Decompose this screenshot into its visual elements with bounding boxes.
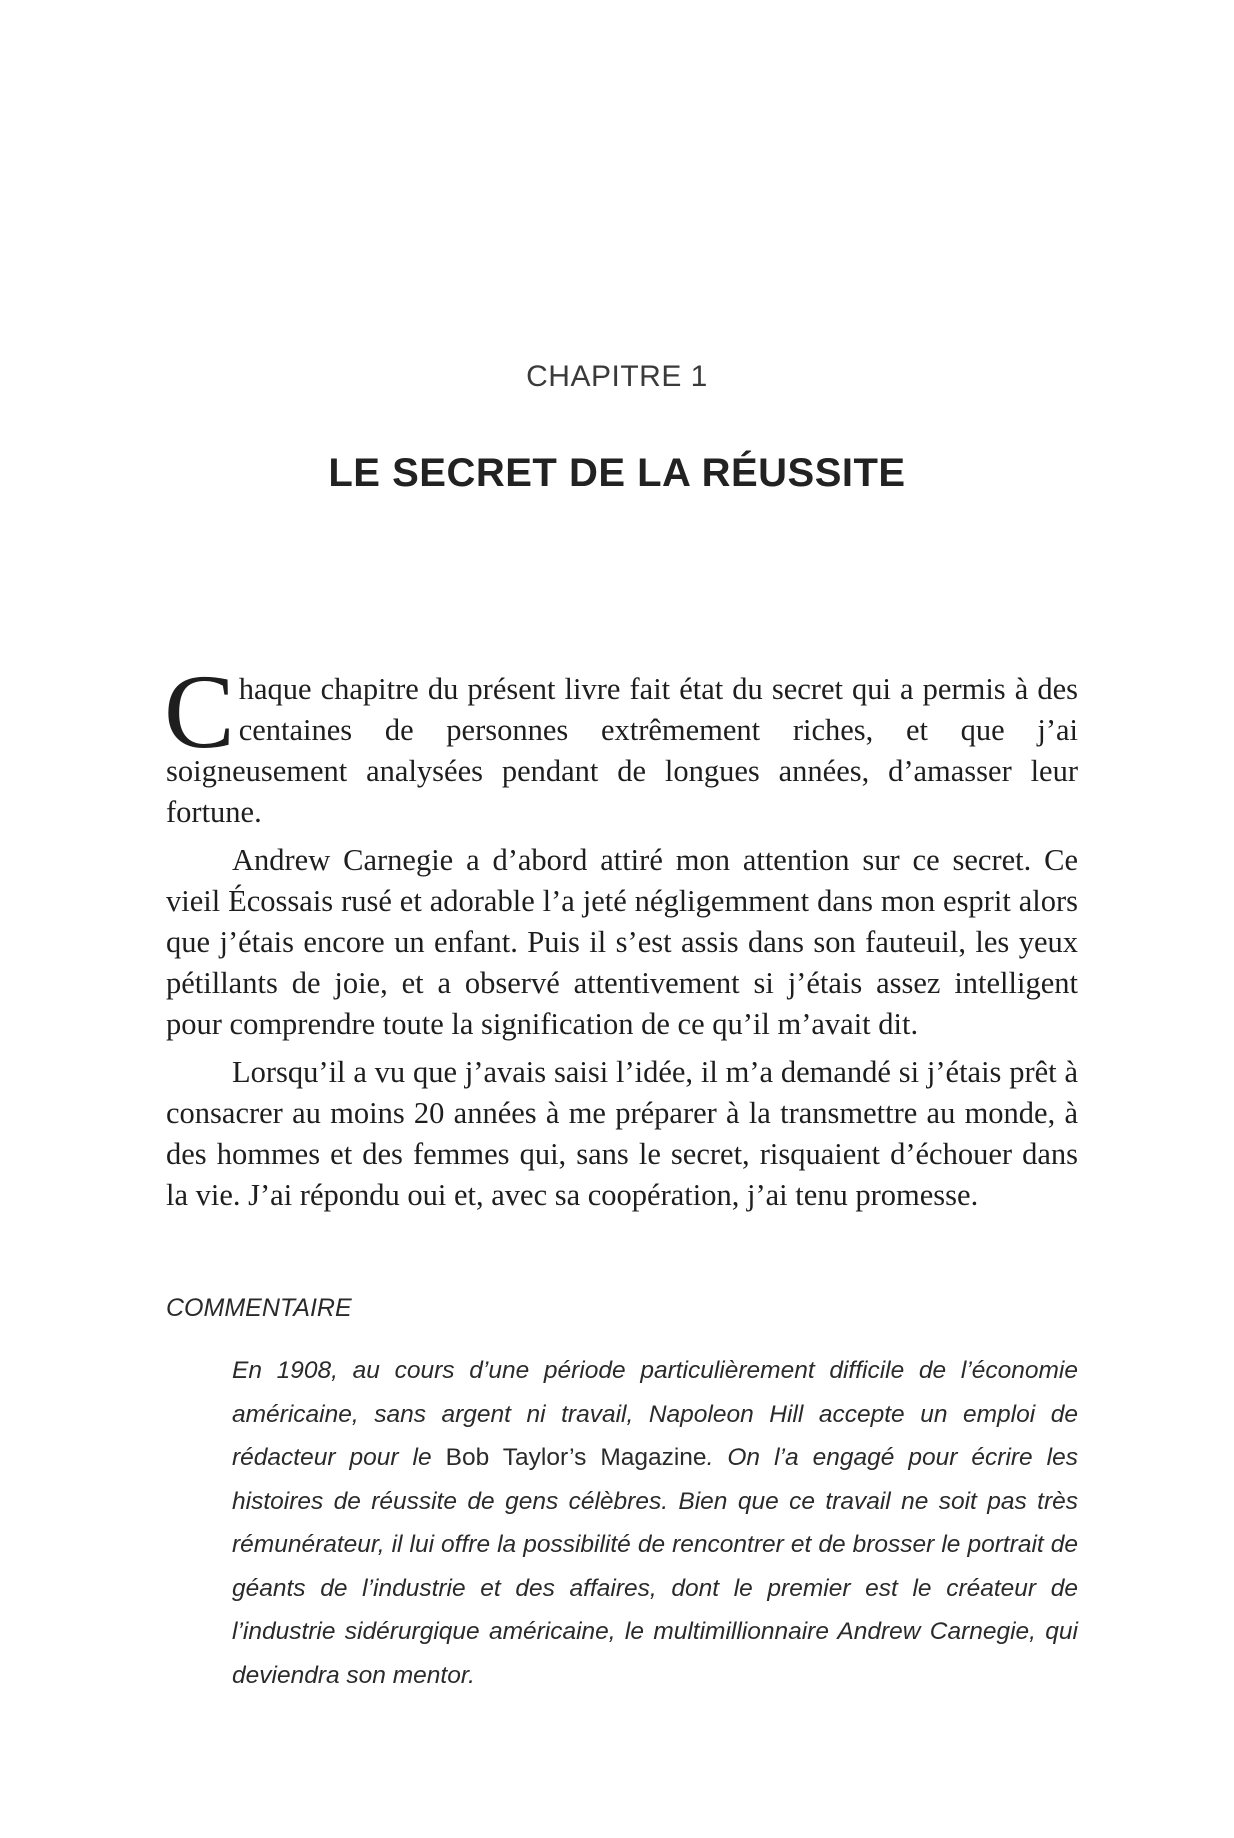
chapter-title: LE SECRET DE LA RÉUSSITE	[328, 451, 906, 495]
body-text	[164, 653, 1078, 1223]
paragraph-3: Lorsqu’il a vu que j’avais saisi l’idée, il m’a demandé si j’étais prêt à consacrer au moins 20 années à me préparer à la transmettre au monde, à des hommes et des femmes qui, sans le secret, risquaient d’échouer dans la vie. J’ai répondu oui et, avec sa coopération, j’ai tenu promesse.	[166, 1055, 1078, 1212]
dropcap-letter: C	[164, 653, 235, 770]
commentary-heading: COMMENTAIRE	[166, 1294, 352, 1322]
commentary-text	[232, 1349, 1078, 1697]
magazine-title: Bob Taylor’s Magazine	[445, 1444, 707, 1471]
chapter-label: CHAPITRE 1	[526, 360, 708, 393]
paragraph-1-text: haque chapitre du présent livre fait état du secret qui a permis à des centaines de personnes extrêmement riches, et que j’ai soigneusement analysées pendant de longues années, d’amasser leur fortune.	[166, 672, 1078, 829]
paragraph-1	[164, 653, 1078, 833]
commentary-text-part-2: . On l’a engagé pour écrire les histoires de réussite de gens célèbres. Bien que ce travail ne soit pas très rémunérateur, il lui offre la possibilité de rencontrer et de brosser le portrait de géants de l’industrie et des affaires, dont le premier est le créateur de l’industrie sidérurgique américaine, le multimillionnaire Andrew Carnegie, qui deviendra son mentor.	[232, 1444, 1078, 1689]
paragraph-2: Andrew Carnegie a d’abord attiré mon attention sur ce secret. Ce vieil Écossais rusé et adorable l’a jeté négligemment dans mon esprit alors que j’étais encore un enfant. Puis il s’est assis dans son fauteuil, les yeux pétillants de joie, et a observé attentivement si j’étais assez intelligent pour comprendre toute la signification de ce qu’il m’avait dit.	[166, 843, 1078, 1041]
commentary-text-part-1: En 1908, au cours d’une période particulièrement difficile de l’économie américaine, sans argent ni travail, Napoleon Hill accepte un emploi de rédacteur pour le	[232, 1357, 1078, 1471]
